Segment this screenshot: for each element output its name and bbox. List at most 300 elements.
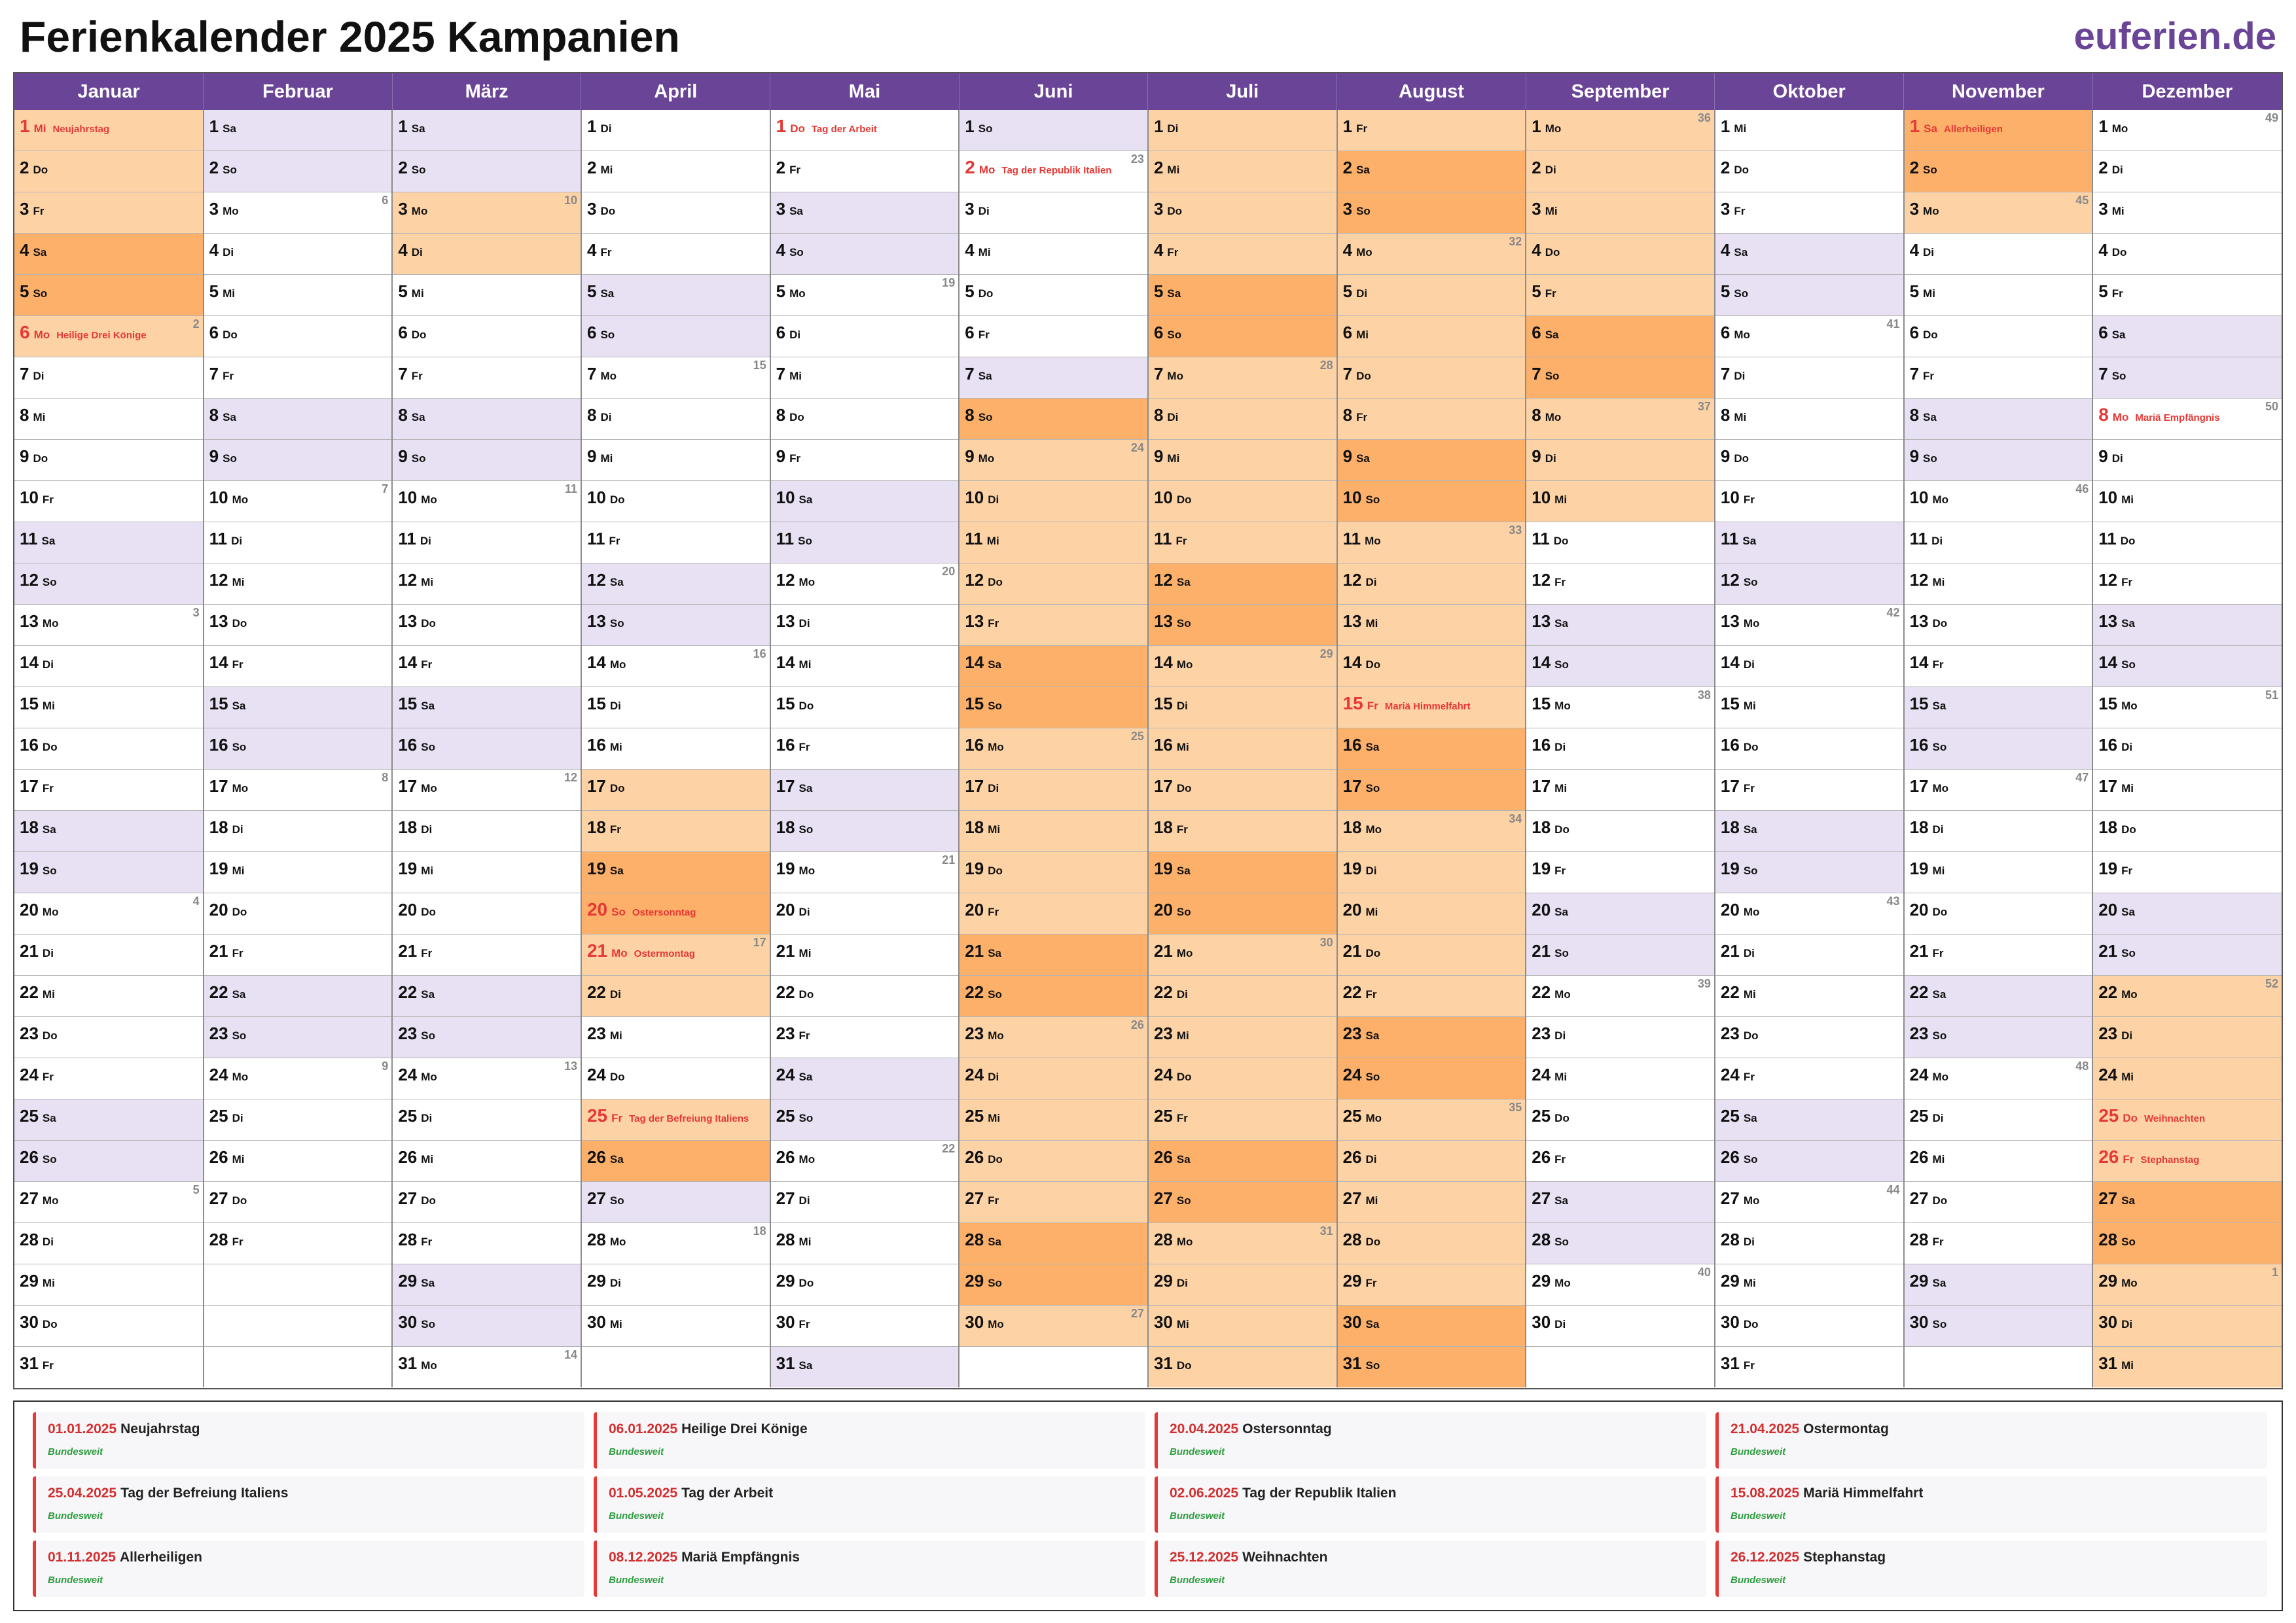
day-cell[interactable]	[1148, 893, 1337, 935]
day-cell[interactable]	[959, 234, 1148, 275]
day-cell[interactable]	[770, 234, 960, 275]
day-cell[interactable]	[2092, 316, 2282, 357]
day-cell[interactable]	[14, 522, 204, 563]
day-cell[interactable]	[204, 440, 393, 481]
day-cell[interactable]	[2092, 1264, 2282, 1306]
day-cell[interactable]	[959, 1264, 1148, 1306]
day-cell[interactable]	[2092, 852, 2282, 893]
day-cell[interactable]	[392, 1264, 581, 1306]
day-cell[interactable]	[1715, 1182, 1904, 1223]
day-cell[interactable]	[1904, 110, 2093, 151]
day-cell[interactable]	[1337, 646, 1526, 687]
day-cell[interactable]	[1526, 1099, 1715, 1141]
day-cell[interactable]	[1337, 1223, 1526, 1264]
day-cell[interactable]	[959, 1223, 1148, 1264]
day-cell[interactable]	[392, 275, 581, 316]
day-cell[interactable]	[392, 646, 581, 687]
day-cell[interactable]	[392, 1017, 581, 1058]
day-cell[interactable]	[14, 687, 204, 728]
day-cell[interactable]	[2092, 1306, 2282, 1347]
day-cell[interactable]	[1526, 110, 1715, 151]
day-cell[interactable]	[392, 357, 581, 399]
day-cell[interactable]	[770, 770, 960, 811]
day-cell[interactable]	[2092, 522, 2282, 563]
day-cell[interactable]	[1337, 316, 1526, 357]
day-cell[interactable]	[1904, 357, 2093, 399]
day-cell[interactable]	[1904, 1017, 2093, 1058]
day-cell[interactable]	[14, 1017, 204, 1058]
day-cell[interactable]	[392, 770, 581, 811]
day-cell[interactable]	[581, 976, 770, 1017]
day-cell[interactable]	[959, 852, 1148, 893]
day-cell[interactable]	[1715, 357, 1904, 399]
day-cell[interactable]	[204, 192, 393, 234]
day-cell[interactable]	[392, 728, 581, 770]
day-cell[interactable]	[204, 646, 393, 687]
day-cell[interactable]	[392, 481, 581, 522]
day-cell[interactable]	[14, 605, 204, 646]
day-cell[interactable]	[2092, 1099, 2282, 1141]
day-cell[interactable]	[392, 440, 581, 481]
day-cell[interactable]	[2092, 687, 2282, 728]
day-cell[interactable]	[14, 151, 204, 192]
day-cell[interactable]	[770, 1099, 960, 1141]
day-cell[interactable]	[959, 110, 1148, 151]
day-cell[interactable]	[959, 399, 1148, 440]
day-cell[interactable]	[581, 563, 770, 605]
day-cell[interactable]	[14, 935, 204, 976]
day-cell[interactable]	[204, 976, 393, 1017]
day-cell[interactable]	[1148, 605, 1337, 646]
day-cell[interactable]	[959, 605, 1148, 646]
day-cell[interactable]	[1715, 893, 1904, 935]
day-cell[interactable]	[2092, 893, 2282, 935]
day-cell[interactable]	[2092, 935, 2282, 976]
day-cell[interactable]	[1904, 1141, 2093, 1182]
day-cell[interactable]	[14, 192, 204, 234]
day-cell[interactable]	[204, 522, 393, 563]
day-cell[interactable]	[1148, 1017, 1337, 1058]
day-cell[interactable]	[1715, 1058, 1904, 1099]
day-cell[interactable]	[1526, 605, 1715, 646]
day-cell[interactable]	[204, 811, 393, 852]
day-cell[interactable]	[2092, 811, 2282, 852]
day-cell[interactable]	[392, 110, 581, 151]
day-cell[interactable]	[1148, 1182, 1337, 1223]
day-cell[interactable]	[392, 893, 581, 935]
day-cell[interactable]	[581, 1058, 770, 1099]
day-cell[interactable]	[1715, 1347, 1904, 1388]
day-cell[interactable]	[2092, 1347, 2282, 1388]
day-cell[interactable]	[581, 687, 770, 728]
day-cell[interactable]	[14, 440, 204, 481]
day-cell[interactable]	[959, 646, 1148, 687]
day-cell[interactable]	[770, 399, 960, 440]
day-cell[interactable]	[581, 646, 770, 687]
day-cell[interactable]	[2092, 192, 2282, 234]
day-cell[interactable]	[1526, 1141, 1715, 1182]
day-cell[interactable]	[1337, 110, 1526, 151]
day-cell[interactable]	[2092, 110, 2282, 151]
day-cell[interactable]	[1715, 728, 1904, 770]
day-cell[interactable]	[1148, 1223, 1337, 1264]
day-cell[interactable]	[959, 151, 1148, 192]
day-cell[interactable]	[581, 110, 770, 151]
day-cell[interactable]	[2092, 976, 2282, 1017]
day-cell[interactable]	[770, 1058, 960, 1099]
day-cell[interactable]	[14, 1347, 204, 1388]
day-cell[interactable]	[14, 646, 204, 687]
day-cell[interactable]	[14, 1058, 204, 1099]
day-cell[interactable]	[1337, 811, 1526, 852]
day-cell[interactable]	[204, 687, 393, 728]
day-cell[interactable]	[1148, 935, 1337, 976]
day-cell[interactable]	[1337, 687, 1526, 728]
day-cell[interactable]	[1337, 976, 1526, 1017]
day-cell[interactable]	[204, 1182, 393, 1223]
day-cell[interactable]	[1715, 522, 1904, 563]
day-cell[interactable]	[1148, 151, 1337, 192]
day-cell[interactable]	[959, 563, 1148, 605]
day-cell[interactable]	[1715, 770, 1904, 811]
day-cell[interactable]	[770, 110, 960, 151]
day-cell[interactable]	[1715, 440, 1904, 481]
day-cell[interactable]	[14, 110, 204, 151]
day-cell[interactable]	[1526, 563, 1715, 605]
day-cell[interactable]	[204, 110, 393, 151]
day-cell[interactable]	[770, 976, 960, 1017]
day-cell[interactable]	[1526, 234, 1715, 275]
day-cell[interactable]	[1715, 1017, 1904, 1058]
day-cell[interactable]	[581, 357, 770, 399]
day-cell[interactable]	[204, 275, 393, 316]
day-cell[interactable]	[1337, 275, 1526, 316]
day-cell[interactable]	[14, 357, 204, 399]
day-cell[interactable]	[1148, 1141, 1337, 1182]
day-cell[interactable]	[1148, 110, 1337, 151]
day-cell[interactable]	[1526, 811, 1715, 852]
day-cell[interactable]	[392, 1306, 581, 1347]
day-cell[interactable]	[1526, 399, 1715, 440]
day-cell[interactable]	[1904, 316, 2093, 357]
day-cell[interactable]	[1337, 563, 1526, 605]
day-cell[interactable]	[1337, 605, 1526, 646]
day-cell[interactable]	[1526, 1223, 1715, 1264]
day-cell[interactable]	[1715, 605, 1904, 646]
day-cell[interactable]	[770, 275, 960, 316]
day-cell[interactable]	[1148, 646, 1337, 687]
day-cell[interactable]	[959, 481, 1148, 522]
day-cell[interactable]	[204, 151, 393, 192]
day-cell[interactable]	[1715, 976, 1904, 1017]
day-cell[interactable]	[581, 1099, 770, 1141]
day-cell[interactable]	[1148, 811, 1337, 852]
day-cell[interactable]	[1526, 522, 1715, 563]
day-cell[interactable]	[204, 1017, 393, 1058]
day-cell[interactable]	[392, 1182, 581, 1223]
day-cell[interactable]	[959, 275, 1148, 316]
day-cell[interactable]	[392, 1141, 581, 1182]
day-cell[interactable]	[1715, 316, 1904, 357]
day-cell[interactable]	[1904, 1223, 2093, 1264]
day-cell[interactable]	[1526, 1306, 1715, 1347]
day-cell[interactable]	[1526, 357, 1715, 399]
day-cell[interactable]	[2092, 399, 2282, 440]
day-cell[interactable]	[1715, 1099, 1904, 1141]
day-cell[interactable]	[1526, 151, 1715, 192]
day-cell[interactable]	[1904, 151, 2093, 192]
day-cell[interactable]	[2092, 646, 2282, 687]
day-cell[interactable]	[392, 1099, 581, 1141]
day-cell[interactable]	[770, 151, 960, 192]
day-cell[interactable]	[959, 1141, 1148, 1182]
day-cell[interactable]	[2092, 151, 2282, 192]
day-cell[interactable]	[392, 192, 581, 234]
day-cell[interactable]	[959, 1182, 1148, 1223]
day-cell[interactable]	[1337, 1017, 1526, 1058]
day-cell[interactable]	[770, 316, 960, 357]
day-cell[interactable]	[392, 1347, 581, 1388]
day-cell[interactable]	[14, 728, 204, 770]
day-cell[interactable]	[1715, 234, 1904, 275]
day-cell[interactable]	[959, 192, 1148, 234]
day-cell[interactable]	[1904, 481, 2093, 522]
day-cell[interactable]	[392, 935, 581, 976]
day-cell[interactable]	[1904, 687, 2093, 728]
day-cell[interactable]	[1715, 687, 1904, 728]
day-cell[interactable]	[581, 481, 770, 522]
day-cell[interactable]	[1148, 192, 1337, 234]
day-cell[interactable]	[1904, 275, 2093, 316]
day-cell[interactable]	[14, 481, 204, 522]
day-cell[interactable]	[2092, 357, 2282, 399]
day-cell[interactable]	[204, 563, 393, 605]
day-cell[interactable]	[1148, 1306, 1337, 1347]
day-cell[interactable]	[581, 935, 770, 976]
day-cell[interactable]	[1526, 1182, 1715, 1223]
day-cell[interactable]	[1148, 1347, 1337, 1388]
day-cell[interactable]	[1337, 1058, 1526, 1099]
day-cell[interactable]	[1148, 399, 1337, 440]
day-cell[interactable]	[1148, 770, 1337, 811]
day-cell[interactable]	[1526, 1017, 1715, 1058]
day-cell[interactable]	[1148, 728, 1337, 770]
day-cell[interactable]	[770, 481, 960, 522]
day-cell[interactable]	[1904, 811, 2093, 852]
day-cell[interactable]	[1715, 935, 1904, 976]
day-cell[interactable]	[770, 1223, 960, 1264]
day-cell[interactable]	[1904, 605, 2093, 646]
day-cell[interactable]	[770, 811, 960, 852]
day-cell[interactable]	[392, 1223, 581, 1264]
day-cell[interactable]	[959, 935, 1148, 976]
day-cell[interactable]	[14, 770, 204, 811]
day-cell[interactable]	[2092, 605, 2282, 646]
day-cell[interactable]	[581, 1017, 770, 1058]
day-cell[interactable]	[770, 192, 960, 234]
day-cell[interactable]	[1526, 935, 1715, 976]
day-cell[interactable]	[204, 481, 393, 522]
day-cell[interactable]	[1715, 1141, 1904, 1182]
day-cell[interactable]	[581, 728, 770, 770]
day-cell[interactable]	[581, 1182, 770, 1223]
day-cell[interactable]	[1148, 275, 1337, 316]
day-cell[interactable]	[1715, 151, 1904, 192]
day-cell[interactable]	[1148, 563, 1337, 605]
day-cell[interactable]	[14, 234, 204, 275]
day-cell[interactable]	[770, 893, 960, 935]
day-cell[interactable]	[392, 316, 581, 357]
day-cell[interactable]	[2092, 728, 2282, 770]
day-cell[interactable]	[1148, 1264, 1337, 1306]
day-cell[interactable]	[1904, 1264, 2093, 1306]
day-cell[interactable]	[1337, 481, 1526, 522]
day-cell[interactable]	[1904, 728, 2093, 770]
day-cell[interactable]	[581, 440, 770, 481]
day-cell[interactable]	[1337, 399, 1526, 440]
day-cell[interactable]	[1337, 1306, 1526, 1347]
day-cell[interactable]	[770, 935, 960, 976]
day-cell[interactable]	[959, 1058, 1148, 1099]
day-cell[interactable]	[204, 399, 393, 440]
day-cell[interactable]	[770, 605, 960, 646]
day-cell[interactable]	[959, 728, 1148, 770]
day-cell[interactable]	[770, 687, 960, 728]
day-cell[interactable]	[14, 1264, 204, 1306]
day-cell[interactable]	[1148, 234, 1337, 275]
day-cell[interactable]	[770, 1182, 960, 1223]
day-cell[interactable]	[770, 1017, 960, 1058]
day-cell[interactable]	[1715, 481, 1904, 522]
day-cell[interactable]	[581, 893, 770, 935]
day-cell[interactable]	[1337, 234, 1526, 275]
day-cell[interactable]	[204, 1223, 393, 1264]
day-cell[interactable]	[1904, 234, 2093, 275]
day-cell[interactable]	[1526, 275, 1715, 316]
day-cell[interactable]	[959, 687, 1148, 728]
day-cell[interactable]	[959, 1306, 1148, 1347]
day-cell[interactable]	[1337, 440, 1526, 481]
day-cell[interactable]	[770, 852, 960, 893]
day-cell[interactable]	[1904, 646, 2093, 687]
day-cell[interactable]	[2092, 1141, 2282, 1182]
day-cell[interactable]	[581, 811, 770, 852]
day-cell[interactable]	[204, 1141, 393, 1182]
day-cell[interactable]	[204, 316, 393, 357]
day-cell[interactable]	[959, 976, 1148, 1017]
day-cell[interactable]	[1904, 399, 2093, 440]
day-cell[interactable]	[770, 728, 960, 770]
day-cell[interactable]	[392, 687, 581, 728]
day-cell[interactable]	[581, 192, 770, 234]
day-cell[interactable]	[14, 811, 204, 852]
day-cell[interactable]	[14, 316, 204, 357]
day-cell[interactable]	[1148, 687, 1337, 728]
day-cell[interactable]	[1337, 522, 1526, 563]
day-cell[interactable]	[581, 1264, 770, 1306]
day-cell[interactable]	[1148, 1058, 1337, 1099]
day-cell[interactable]	[204, 770, 393, 811]
day-cell[interactable]	[581, 605, 770, 646]
day-cell[interactable]	[2092, 563, 2282, 605]
day-cell[interactable]	[392, 151, 581, 192]
day-cell[interactable]	[770, 1306, 960, 1347]
day-cell[interactable]	[1148, 852, 1337, 893]
day-cell[interactable]	[1904, 976, 2093, 1017]
day-cell[interactable]	[770, 563, 960, 605]
day-cell[interactable]	[959, 522, 1148, 563]
day-cell[interactable]	[1337, 357, 1526, 399]
day-cell[interactable]	[14, 1306, 204, 1347]
day-cell[interactable]	[581, 316, 770, 357]
day-cell[interactable]	[581, 234, 770, 275]
day-cell[interactable]	[392, 811, 581, 852]
day-cell[interactable]	[14, 1099, 204, 1141]
day-cell[interactable]	[392, 852, 581, 893]
day-cell[interactable]	[959, 1017, 1148, 1058]
day-cell[interactable]	[1904, 893, 2093, 935]
day-cell[interactable]	[581, 1141, 770, 1182]
day-cell[interactable]	[392, 563, 581, 605]
day-cell[interactable]	[1715, 852, 1904, 893]
day-cell[interactable]	[1337, 1182, 1526, 1223]
day-cell[interactable]	[1337, 1264, 1526, 1306]
day-cell[interactable]	[392, 1058, 581, 1099]
day-cell[interactable]	[959, 811, 1148, 852]
day-cell[interactable]	[1526, 976, 1715, 1017]
day-cell[interactable]	[770, 440, 960, 481]
day-cell[interactable]	[1148, 316, 1337, 357]
day-cell[interactable]	[581, 399, 770, 440]
day-cell[interactable]	[1148, 522, 1337, 563]
day-cell[interactable]	[1526, 646, 1715, 687]
day-cell[interactable]	[581, 770, 770, 811]
day-cell[interactable]	[581, 1223, 770, 1264]
day-cell[interactable]	[959, 893, 1148, 935]
day-cell[interactable]	[1337, 1099, 1526, 1141]
day-cell[interactable]	[2092, 1017, 2282, 1058]
day-cell[interactable]	[1337, 192, 1526, 234]
day-cell[interactable]	[1715, 110, 1904, 151]
day-cell[interactable]	[1526, 481, 1715, 522]
day-cell[interactable]	[770, 1264, 960, 1306]
day-cell[interactable]	[1715, 1223, 1904, 1264]
day-cell[interactable]	[1526, 192, 1715, 234]
day-cell[interactable]	[1715, 563, 1904, 605]
day-cell[interactable]	[581, 151, 770, 192]
day-cell[interactable]	[959, 316, 1148, 357]
day-cell[interactable]	[1715, 192, 1904, 234]
day-cell[interactable]	[14, 893, 204, 935]
day-cell[interactable]	[1337, 935, 1526, 976]
day-cell[interactable]	[392, 976, 581, 1017]
day-cell[interactable]	[1715, 1306, 1904, 1347]
day-cell[interactable]	[1148, 481, 1337, 522]
day-cell[interactable]	[204, 357, 393, 399]
day-cell[interactable]	[770, 357, 960, 399]
day-cell[interactable]	[392, 605, 581, 646]
day-cell[interactable]	[1715, 399, 1904, 440]
day-cell[interactable]	[1337, 151, 1526, 192]
day-cell[interactable]	[1337, 1141, 1526, 1182]
day-cell[interactable]	[1904, 563, 2093, 605]
day-cell[interactable]	[204, 728, 393, 770]
day-cell[interactable]	[2092, 1182, 2282, 1223]
day-cell[interactable]	[2092, 770, 2282, 811]
day-cell[interactable]	[959, 1099, 1148, 1141]
day-cell[interactable]	[1148, 976, 1337, 1017]
day-cell[interactable]	[1715, 811, 1904, 852]
